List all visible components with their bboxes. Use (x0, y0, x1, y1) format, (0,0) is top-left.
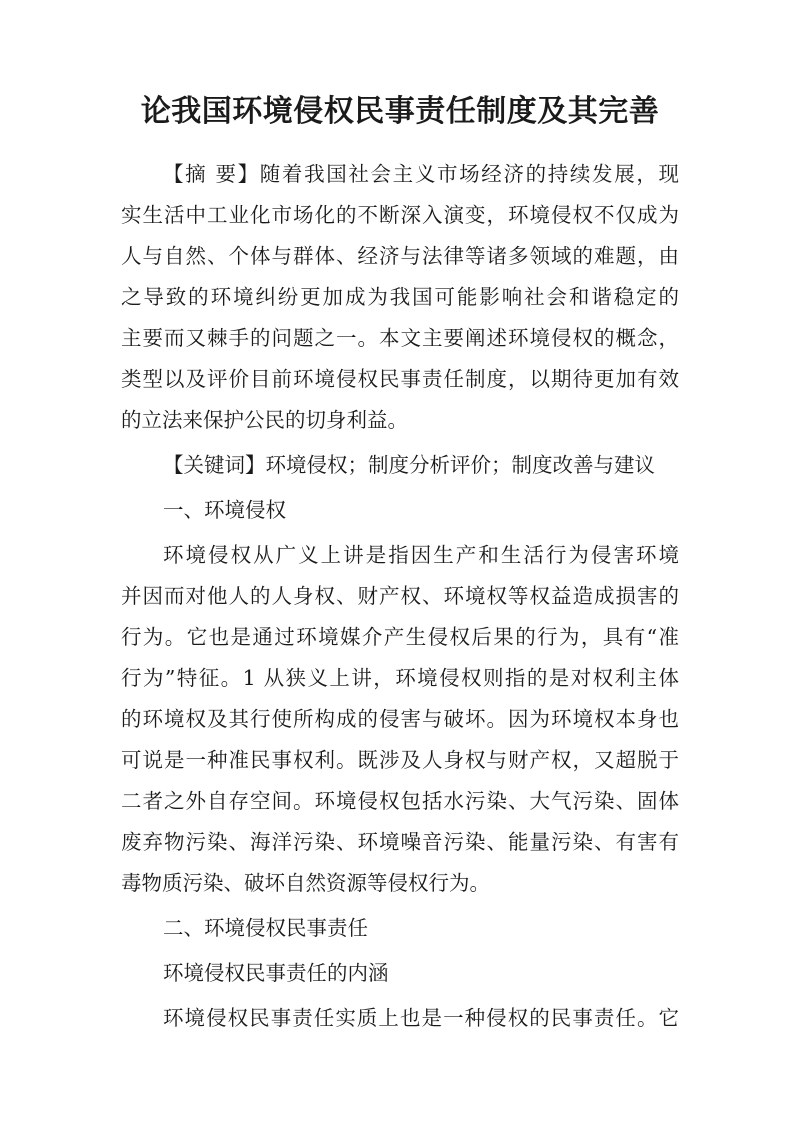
abstract-line: 主要而又棘手的问题之一。本文主要阐述环境侵权的概念， (121, 326, 679, 350)
abstract-paragraph (121, 154, 679, 441)
keywords-line: 【关键词】环境侵权；制度分析评价；制度改善与建议 (163, 453, 655, 477)
section1-line: 二者之外自存空间。环境侵权包括水污染、大气污染、固体 (121, 789, 679, 813)
section1-line: 环境侵权从广义上讲是指因生产和生活行为侵害环境 (163, 543, 679, 567)
abstract-line: 【摘 要】随着我国社会主义市场经济的持续发展，现 (163, 162, 679, 186)
section-heading-1: 一、环境侵权 (163, 498, 286, 522)
section1-line: 行为。它也是通过环境媒介产生侵权后果的行为，具有“准 (121, 625, 679, 649)
abstract-line: 之导致的环境纠纷更加成为我国可能影响社会和谐稳定的 (121, 285, 679, 309)
section2-line: 环境侵权民事责任实质上也是一种侵权的民事责任。它 (163, 1006, 679, 1030)
section1-line: 废弃物污染、海洋污染、环境噪音污染、能量污染、有害有 (121, 830, 679, 854)
section2-paragraph (121, 998, 679, 1039)
section1-line: 的环境权及其行使所构成的侵害与破坏。因为环境权本身也 (121, 707, 679, 731)
section-subheading: 环境侵权民事责任的内涵 (163, 961, 389, 985)
section-heading-2: 二、环境侵权民事责任 (163, 916, 368, 940)
abstract-line: 类型以及评价目前环境侵权民事责任制度，以期待更加有效 (121, 367, 679, 391)
section1-line: 毒物质污染、破坏自然资源等侵权行为。 (121, 871, 490, 895)
section1-line: 行为”特征。1 从狭义上讲，环境侵权则指的是对权利主体 (121, 666, 679, 690)
abstract-line: 人与自然、个体与群体、经济与法律等诸多领域的难题，由 (121, 244, 679, 268)
abstract-line: 的立法来保护公民的切身利益。 (121, 408, 408, 432)
abstract-line: 实生活中工业化市场化的不断深入演变，环境侵权不仅成为 (121, 203, 679, 227)
section1-line: 可说是一种准民事权利。既涉及人身权与财产权，又超脱于 (121, 748, 679, 772)
document-title: 论我国环境侵权民事责任制度及其完善 (140, 94, 660, 129)
section1-paragraph (121, 535, 679, 904)
section1-line: 并因而对他人的人身权、财产权、环境权等权益造成损害的 (121, 584, 679, 608)
